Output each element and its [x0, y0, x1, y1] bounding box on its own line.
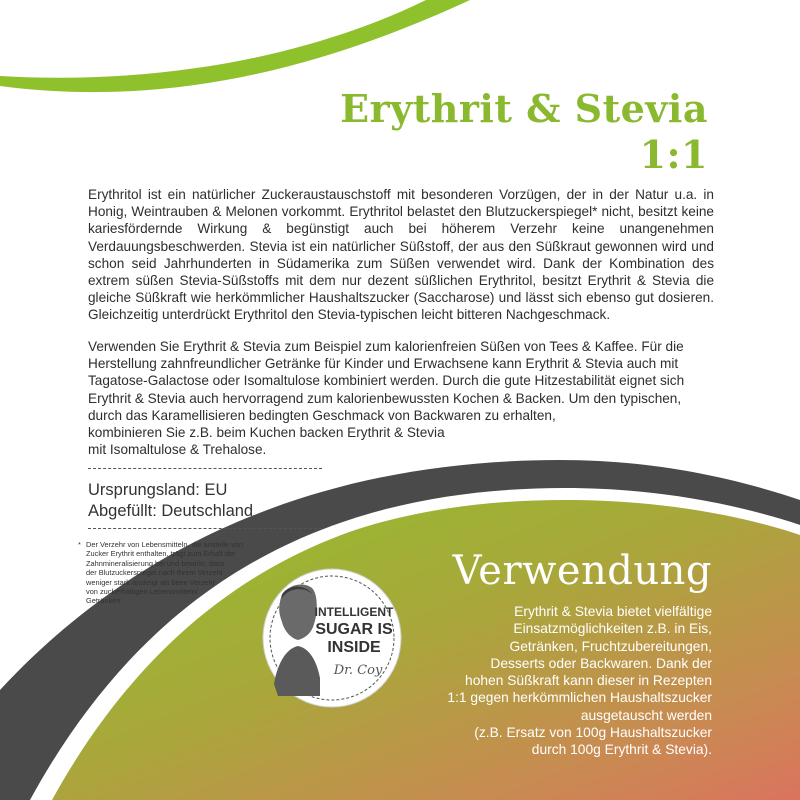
usage-paragraph [88, 338, 714, 458]
usage-line: Tagatose-Galactose oder Isomaltulose kombiniert werden. Durch die gute Hitzestabilität eignet sich [88, 373, 685, 389]
verwendung-line: durch 100g Erythrit & Stevia). [531, 742, 712, 758]
footnote-line: weniger stark ansteigt als beim Verzehr [86, 577, 215, 587]
divider-top [88, 468, 322, 469]
verwendung-line: ausgetauscht werden [580, 707, 712, 723]
footnote-line: Zucker Erythrit enthalten, trägt zum Erhalt der [86, 549, 236, 559]
verwendung-line: Einsatzmöglichkeiten z.B. in Eis, [513, 621, 712, 637]
usage-line: mit Isomaltulose & Trehalose. [88, 442, 267, 458]
top-green-swoosh [0, 0, 470, 92]
footnote-line: Zahnmineralisierung bei und bewirkt, dass [86, 558, 225, 568]
verwendung-line: (z.B. Ersatz von 100g Haushaltszucker [474, 725, 712, 741]
badge-line1: INTELLIGENT [314, 605, 394, 619]
verwendung-line: hohen Süßkraft kann dieser in Rezepten [465, 673, 712, 689]
divider-bottom [88, 528, 322, 529]
usage-line: Verwenden Sie Erythrit & Stevia zum Beispiel zum kalorienfreien Süßen von Tees & Kaffee. Für die [88, 339, 684, 354]
footnote-line: Getränken. [86, 596, 123, 606]
verwendung-line: 1:1 gegen herkömmlichen Haushaltszucker [447, 690, 712, 706]
footnote-line: von zuckerhaltigen Lebensmitteln/ [86, 587, 198, 597]
intelligent-sugar-badge [262, 568, 402, 708]
intro-paragraph: Erythritol ist ein natürlicher Zuckeraustauschstoff mit besonderen Vorzügen, der in der Natur u.a. in Honig, Weintrauben & Melonen vorkommt. Erythritol belastet den Blutzuckerspiegel* nicht, besitzt keine kariesfördernde Wirkung & begünstigt auch bei höherem Verzehr keine unangenehmen Verdauungsbeschwerden. Stevia ist ein natürlicher Süßstoff, der aus den Süßkraut gewonnen wird und schon seid Jahrhunderten in Südamerika zum Süßen verwendet wird. Dank der Kombination des extrem süßen Stevia-Süßstoffs mit dem nur dezent süßlichen Erythritol, besitzt Erythrit & Stevia die gleiche Süßkraft wie herkömmlicher Haushaltszucker (Saccharose) und lässt sich ebenso gut dosieren. Gleichzeitig unterdrückt Erythritol den Stevia-typischen leicht bitteren Nachgeschmack. [88, 187, 714, 323]
origin-country: Ursprungsland: EU [88, 481, 228, 499]
footnote-line: der Blutzuckerspiegel nach Ihrem Verzehr [86, 568, 224, 578]
usage-line: durch das Karamellisieren bedingten Geschmack von Backwaren zu erhalten, [88, 407, 556, 423]
origin-bottled: Abgefüllt: Deutschland [88, 502, 254, 520]
product-title-name: Erythrit & Stevia [340, 86, 708, 131]
usage-line: Herstellung zahnfreundlicher Getränke für Kinder und Erwachsene kann Erythrit & Stevia auch mit [88, 356, 679, 372]
badge-signature: Dr. Coy [333, 663, 383, 678]
badge-line2: SUGAR IS [315, 621, 393, 638]
footnote-marker: * [78, 540, 81, 549]
verwendung-line: Desserts oder Backwaren. Dank der [490, 655, 712, 671]
usage-line: Erythrit & Stevia auch hervorragend zum kalorienbewussten Kochen & Backen. Um den typischen, [88, 390, 682, 406]
verwendung-line: Erythrit & Stevia bietet vielfältige [514, 604, 712, 619]
footnote [78, 540, 266, 606]
verwendung-title: Verwendung [452, 548, 712, 594]
usage-line: kombinieren Sie z.B. beim Kuchen backen Erythrit & Stevia [88, 425, 445, 441]
verwendung-text [412, 603, 712, 759]
verwendung-line: Getränken, Fruchtzubereitungen, [509, 638, 712, 654]
product-title [340, 86, 708, 178]
badge-line3: INSIDE [327, 639, 381, 656]
product-title-ratio: 1:1 [639, 132, 708, 177]
footnote-line: Der Verzehr von Lebensmitteln, die anstelle von [86, 540, 243, 549]
origin-info [88, 480, 253, 522]
